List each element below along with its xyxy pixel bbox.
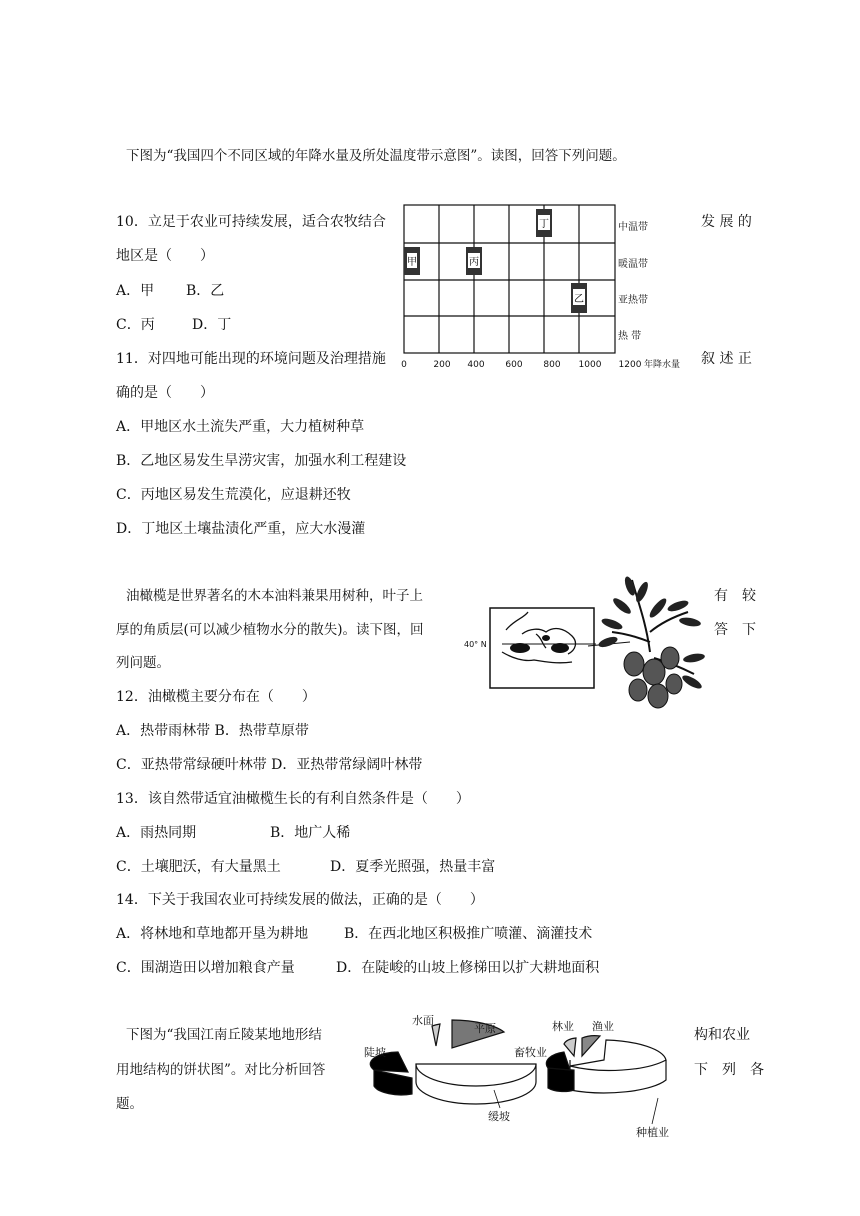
section3-intro-line2: 用地结构的饼状图”。对比分析回答 [116, 1062, 326, 1078]
q14-option-a: A．将林地和草地都开垦为耕地 [116, 926, 309, 942]
precipitation-zone-figure [398, 203, 698, 373]
zone-label-subtropical: 亚热带 [618, 295, 648, 306]
section2-intro-line1: 油橄榄是世界著名的木本油料兼果用树种，叶子上 [126, 588, 423, 604]
svg-text:甲: 甲 [407, 257, 417, 268]
marker-jia [404, 247, 420, 275]
pie1-label-water: 水面 [412, 1014, 434, 1027]
section3-intro-line1: 下图为“我国江南丘陵某地地形结 [126, 1027, 322, 1043]
q11-option-d: D．丁地区土壤盐渍化严重，应大水漫灌 [116, 521, 366, 537]
q13-option-b: B．地广人稀 [270, 825, 351, 841]
q11-option-c: C．丙地区易发生荒漠化，应退耕还牧 [116, 487, 351, 503]
q10-stem-cont: 地区是（ ） [116, 248, 214, 264]
pie2-label-planting: 种植业 [636, 1126, 669, 1139]
q14-stem: 14．下关于我国农业可持续发展的做法，正确的是（ ） [116, 892, 484, 908]
pie1-label-steep-slope: 陡坡 [364, 1046, 386, 1059]
section3-intro-line1-tail: 构和农业 [694, 1027, 750, 1043]
q13-option-c: C．土壤肥沃，有大量黑土 [116, 859, 281, 875]
section2-intro-line1-tail: 有 较 [714, 588, 756, 604]
q12-options-ab: A．热带雨林带 B．热带草原带 [116, 723, 309, 739]
q10-stem: 10．立足于农业可持续发展，适合农牧结合 [116, 214, 386, 230]
q14-option-d: D．在陡峻的山坡上修梯田以扩大耕地面积 [336, 960, 600, 976]
svg-text:乙: 乙 [574, 294, 584, 305]
marker-bing [466, 247, 482, 275]
section3-intro-line3: 题。 [116, 1096, 143, 1112]
q10-option-a: A．甲 [116, 283, 155, 299]
land-use-pie-figure [360, 1012, 680, 1142]
x-tick: 200 [433, 360, 451, 370]
svg-text:丁: 丁 [539, 219, 549, 230]
x-tick: 600 [505, 360, 523, 370]
q12-options-cd: C．亚热带常绿硬叶林带 D．亚热带常绿阔叶林带 [116, 757, 423, 773]
q11-stem-cont: 确的是（ ） [116, 385, 214, 401]
q10-option-d: D．丁 [192, 317, 232, 333]
marker-ding [536, 209, 552, 237]
section2-intro-line2: 厚的角质层(可以减少植物水分的散失)。读下图，回 [116, 622, 424, 638]
q11-stem-tail: 叙 述 正 [701, 351, 752, 367]
x-tick: 1200 [618, 360, 642, 370]
terrain-pie [370, 1020, 536, 1104]
q11-option-b: B．乙地区易发生旱涝灾害，加强水利工程建设 [116, 453, 407, 469]
x-tick: 0 [401, 360, 407, 370]
section2-intro-line2-tail: 答 下 [714, 622, 756, 638]
olive-branch-illustration [597, 575, 705, 708]
q11-stem: 11．对四地可能出现的环境问题及治理措施 [116, 351, 386, 367]
agriculture-pie [546, 1036, 666, 1093]
q10-option-c: C．丙 [116, 317, 155, 333]
pie1-label-gentle-slope: 缓坡 [488, 1110, 510, 1123]
pie2-slice-forestry [564, 1038, 576, 1056]
svg-text:丙: 丙 [469, 257, 479, 268]
q12-stem: 12．油橄榄主要分布在（ ） [116, 689, 316, 705]
latitude-label: 40° N [464, 640, 487, 649]
q13-stem: 13．该自然带适宜油橄榄生长的有利自然条件是（ ） [116, 791, 470, 807]
zone-label-tropical: 热 带 [618, 331, 642, 342]
q13-option-a: A．雨热同期 [116, 825, 197, 841]
pie1-slice-water [432, 1024, 440, 1046]
q13-option-d: D．夏季光照强，热量丰富 [330, 859, 496, 875]
x-tick: 800 [543, 360, 561, 370]
pie2-slice-animal-husbandry [546, 1052, 570, 1070]
pie2-label-fishery: 渔业 [592, 1020, 614, 1033]
q14-option-c: C．围湖造田以增加粮食产量 [116, 960, 295, 976]
marker-yi [571, 283, 587, 313]
zone-label-middle-temperate: 中温带 [618, 222, 648, 233]
x-tick: 400 [467, 360, 485, 370]
x-tick: 1000 [578, 360, 602, 370]
pie2-label-forestry: 林业 [552, 1020, 574, 1033]
pie2-label-animal-husbandry: 畜牧业 [514, 1046, 547, 1059]
olive-distribution-figure [462, 572, 708, 718]
zone-label-warm-temperate: 暖温带 [618, 259, 648, 270]
q10-stem-tail: 发 展 的 [701, 214, 752, 230]
section1-intro: 下图为“我国四个不同区域的年降水量及所处温度带示意图”。读图，回答下列问题。 [126, 148, 626, 164]
q11-option-a: A．甲地区水土流失严重，大力植树种草 [116, 419, 365, 435]
q14-option-b: B．在西北地区积极推广喷灌、滴灌技术 [344, 926, 593, 942]
section2-intro-line3: 列问题。 [116, 655, 170, 671]
q10-option-b: B．乙 [186, 283, 225, 299]
x-axis-label: 年降水量 [644, 360, 681, 370]
pie1-label-plain: 平原 [474, 1022, 496, 1035]
section3-intro-line2-tail: 下 列 各 [694, 1062, 764, 1078]
map-frame [490, 608, 594, 688]
pie2-slice-fishery [582, 1036, 600, 1056]
